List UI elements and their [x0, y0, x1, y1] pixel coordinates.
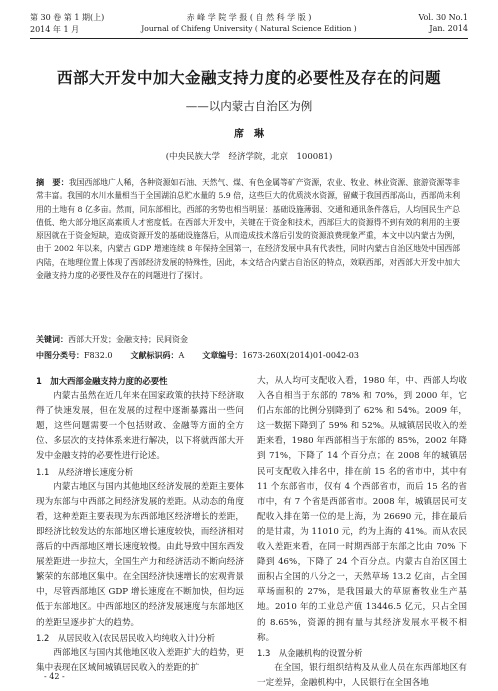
- classification-line: [36, 350, 460, 362]
- article-number-label: 文章编号：: [202, 351, 243, 360]
- doc-code-value: A: [178, 351, 185, 360]
- section-heading: 1 加大西部金融支持力度的必要性: [36, 376, 168, 386]
- clc-label: 中图分类号：: [36, 351, 84, 360]
- paragraph: 西部地区与国内其他地区收入差距扩大的趋势，更集中表现在区域间城镇居民收入的差距的扩: [36, 647, 244, 673]
- paragraph: 在全国，银行组织结构及从业人员在东西部地区有一定差异，金融机构中，人民银行在全国各地: [257, 662, 467, 688]
- body-right-column: [257, 374, 467, 691]
- doc-code-label: 文献标识码：: [130, 351, 179, 360]
- body-left-column: [36, 374, 244, 676]
- article-subtitle: ——以内蒙古自治区为例: [185, 99, 313, 113]
- article-title: 西部大开发中加大金融支持力度的必要性及存在的问题: [56, 69, 441, 87]
- subsection-heading: 1.2 从居民收入(农民居民收入均纯收入计)分析: [36, 632, 215, 643]
- header-volume-en: Vol. 30 No.1: [418, 13, 468, 22]
- clc-value: F832.0: [84, 351, 113, 360]
- subsection-heading: 1.3 从金融机构的设置分析: [257, 647, 363, 658]
- header-date-cn: 2014 年 1 月: [30, 25, 80, 34]
- article-author: 席 琳: [234, 129, 264, 140]
- abstract: [36, 176, 460, 282]
- header-date-en: Jan. 2014: [429, 24, 468, 33]
- paragraph: 内蒙古虽然在近几年来在国家政策的扶持下经济取得了快速发展，但在发展的过程中逐渐暴露出一些问题，这些问题需要一个包括财政、金融等方面的全方位、多层次的支持体系来进行解决，以下将就西部大开发中金融支持的必要性进行论述。: [36, 391, 244, 462]
- keywords-label: 关键词：: [36, 335, 68, 344]
- abstract-text: 我国西部地广人稀，各种资源如石油、天然气、煤、有色金属等矿产资源，农业、牧业、林业资源、旅游资源等非常丰富。我国的水川水量相当于全国湖泊总贮水量的 5.9 倍，这些巨大的优质淡水资源，留藏于我国西部高山，西部尚未利用的土地有 8 亿多亩。然而，同东部相比，西部的劣势也相当明显：基础设施薄弱、交通和通讯条件落后，人均国民生产总值低、绝大部分地区高素质人才密度低。在西部大开发中，关键在于资金和技术，西部巨大的资源得不到有效的利用的主要原因就在于资金短缺，造成资源开发的基础设施落后，从而造成技术落后引发的资源浪费现象严重，本文中以内蒙古为例，由于 2002 年以来，内蒙古 GDP 增速连续 8 年保持全国第一，在经济发展中具有代表性，同时内蒙古自治区地处中国西部内陆，在地理位置上体现了西部经济发展的特殊性，因此，本文结合内蒙古自治区的特点，效联西部，对西部大开发中加大金融支持力度的必要性及存在的问题进行了探讨。: [36, 178, 460, 281]
- paragraph: 内蒙古地区与国内其他地区经济发展的差距主要体现为东部与中西部之间经济发展的差距。从动态的角度看，这种差距主要表现为东西部地区经济增长的差距，即经济比较发达的东部地区增长速度较快，而经济相对落后的中西部地区增长速度较慢。由此导致中国东西发展差距进一步拉大，全国生产力和经济活动不断向经济繁荣的东部地区集中。在全国经济快速增长的宏观背景中，尽管西部地区 GDP 增长速度在不断加快，但均远低于东部地区。中西部地区的经济发展速度与东部地区的差距呈逐步扩大的趋势。: [36, 481, 244, 628]
- header-journal-cn: 赤 峰 学 院 学 报 ( 自 然 科 学 版 ): [186, 13, 312, 22]
- keywords-text: 西部大开发；金融支持；民间资金: [68, 335, 188, 344]
- article-number-value: 1673-260X(2014)01-0042-03: [242, 351, 359, 360]
- article-affiliation: (中央民族大学 经济学院，北京 100081): [165, 152, 333, 162]
- keywords: [36, 334, 460, 346]
- subsection-heading: 1.1 从经济增长速度分析: [36, 466, 134, 477]
- header-journal-en: Journal of Chifeng University ( Natural Science Edition ): [141, 24, 357, 33]
- running-header: [30, 8, 468, 39]
- page-number: - 42 -: [44, 672, 65, 681]
- abstract-label: 摘 要：: [36, 177, 69, 187]
- header-volume-cn: 第 30 卷 第 1 期(上): [30, 13, 105, 22]
- paragraph: 大，从人均可支配收入看，1980 年，中、西部人均收入各自相当于东部的 78% 和 70%，到 2000 年，它们占东部的比例分别降到了 62% 和 54%。2009 年，这一数据下降到了 59% 和 52%。从城镇居民收入的差距来看，1980 年西部相当于东部的 85%，2002 年降到 71%，下降了 14 个百分点；在 2008 年的城镇居民可支配收入排名中，排在前 15 名的省市中，其中有 11 个东部省市，仅有 4 个西部省市，而后 15 名的省市中，有 7 个省是西部省市。2008 年，城镇居民可支配收入排在第一位的是上海，为 26690 元，排在最后的是甘肃，为 11010 元，约为上海的 41%。而从农民收入差距来看，在同一时期西部于东部之比由 70% 下降到 46%，下降了 24 个百分点。内蒙古自治区国土面积占全国的八分之一，天然草场 13.2 亿亩，占全国草场面积的 27%，是我国最大的草原畜牧业生产基地。2010 年的工业总产值 13446.5 亿元，只占全国的 8.65%，资源的拥有量与其经济发展水平极不相称。: [257, 376, 467, 643]
